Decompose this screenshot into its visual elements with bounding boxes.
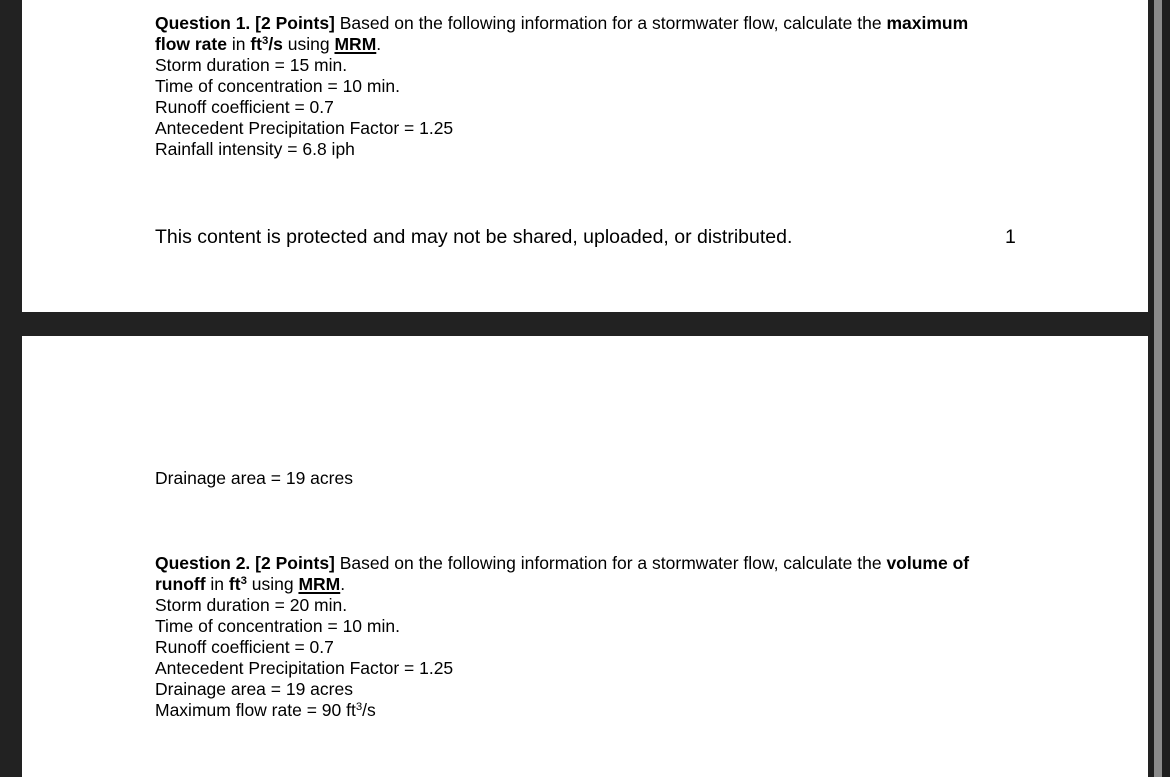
question-2-param-max-flow: Maximum flow rate = 90 $ft^3/s$ [155,700,376,720]
question-1-method: MRM [334,34,377,54]
question-2-param: Drainage area = 19 acres [155,679,353,699]
question-2-param: Storm duration = 20 min. [155,595,348,615]
question-2-prompt-line-1: Question 2. [2 Points] Based on the following information for a stormwater flow, calculate the volume of [155,553,970,573]
question-1-param: Runoff coefficient = 0.7 [155,97,334,117]
question-1-unit: $ft^3/s$ [250,34,283,54]
question-1-label: Question 1. [2 Points] [155,13,335,33]
question-2-prompt-line-2: runoff in $ft^3$ using MRM. [155,574,346,594]
question-2-param: Antecedent Precipitation Factor = 1.25 [155,658,454,678]
scrollbar-thumb[interactable] [1154,0,1162,777]
question-2-label: Question 2. [2 Points] [155,553,335,573]
question-1-param: Storm duration = 15 min. [155,55,348,75]
question-2-param: Runoff coefficient = 0.7 [155,637,334,657]
question-1-param: Rainfall intensity = 6.8 iph [155,139,355,159]
question-1-prompt-line-2: flow rate in $ft^3/s$ using MRM. [155,34,382,54]
question-2 [155,553,1025,721]
continued-param: Drainage area = 19 acres [155,468,353,488]
question-1-param: Time of concentration = 10 min. [155,76,400,96]
question-2-method: MRM [298,574,341,594]
question-1 [155,13,1025,160]
document-page-2 [22,336,1148,777]
question-2-param: Time of concentration = 10 min. [155,616,400,636]
question-1-prompt-line-1: Question 1. [2 Points] Based on the following information for a stormwater flow, calculate the maximum [155,13,969,33]
document-page-1 [22,0,1148,312]
question-1-param: Antecedent Precipitation Factor = 1.25 [155,118,454,138]
page-number: 1 [1005,226,1016,248]
question-2-unit: $ft^3$ [228,574,247,594]
footer-notice: This content is protected and may not be shared, uploaded, or distributed. [155,226,793,248]
